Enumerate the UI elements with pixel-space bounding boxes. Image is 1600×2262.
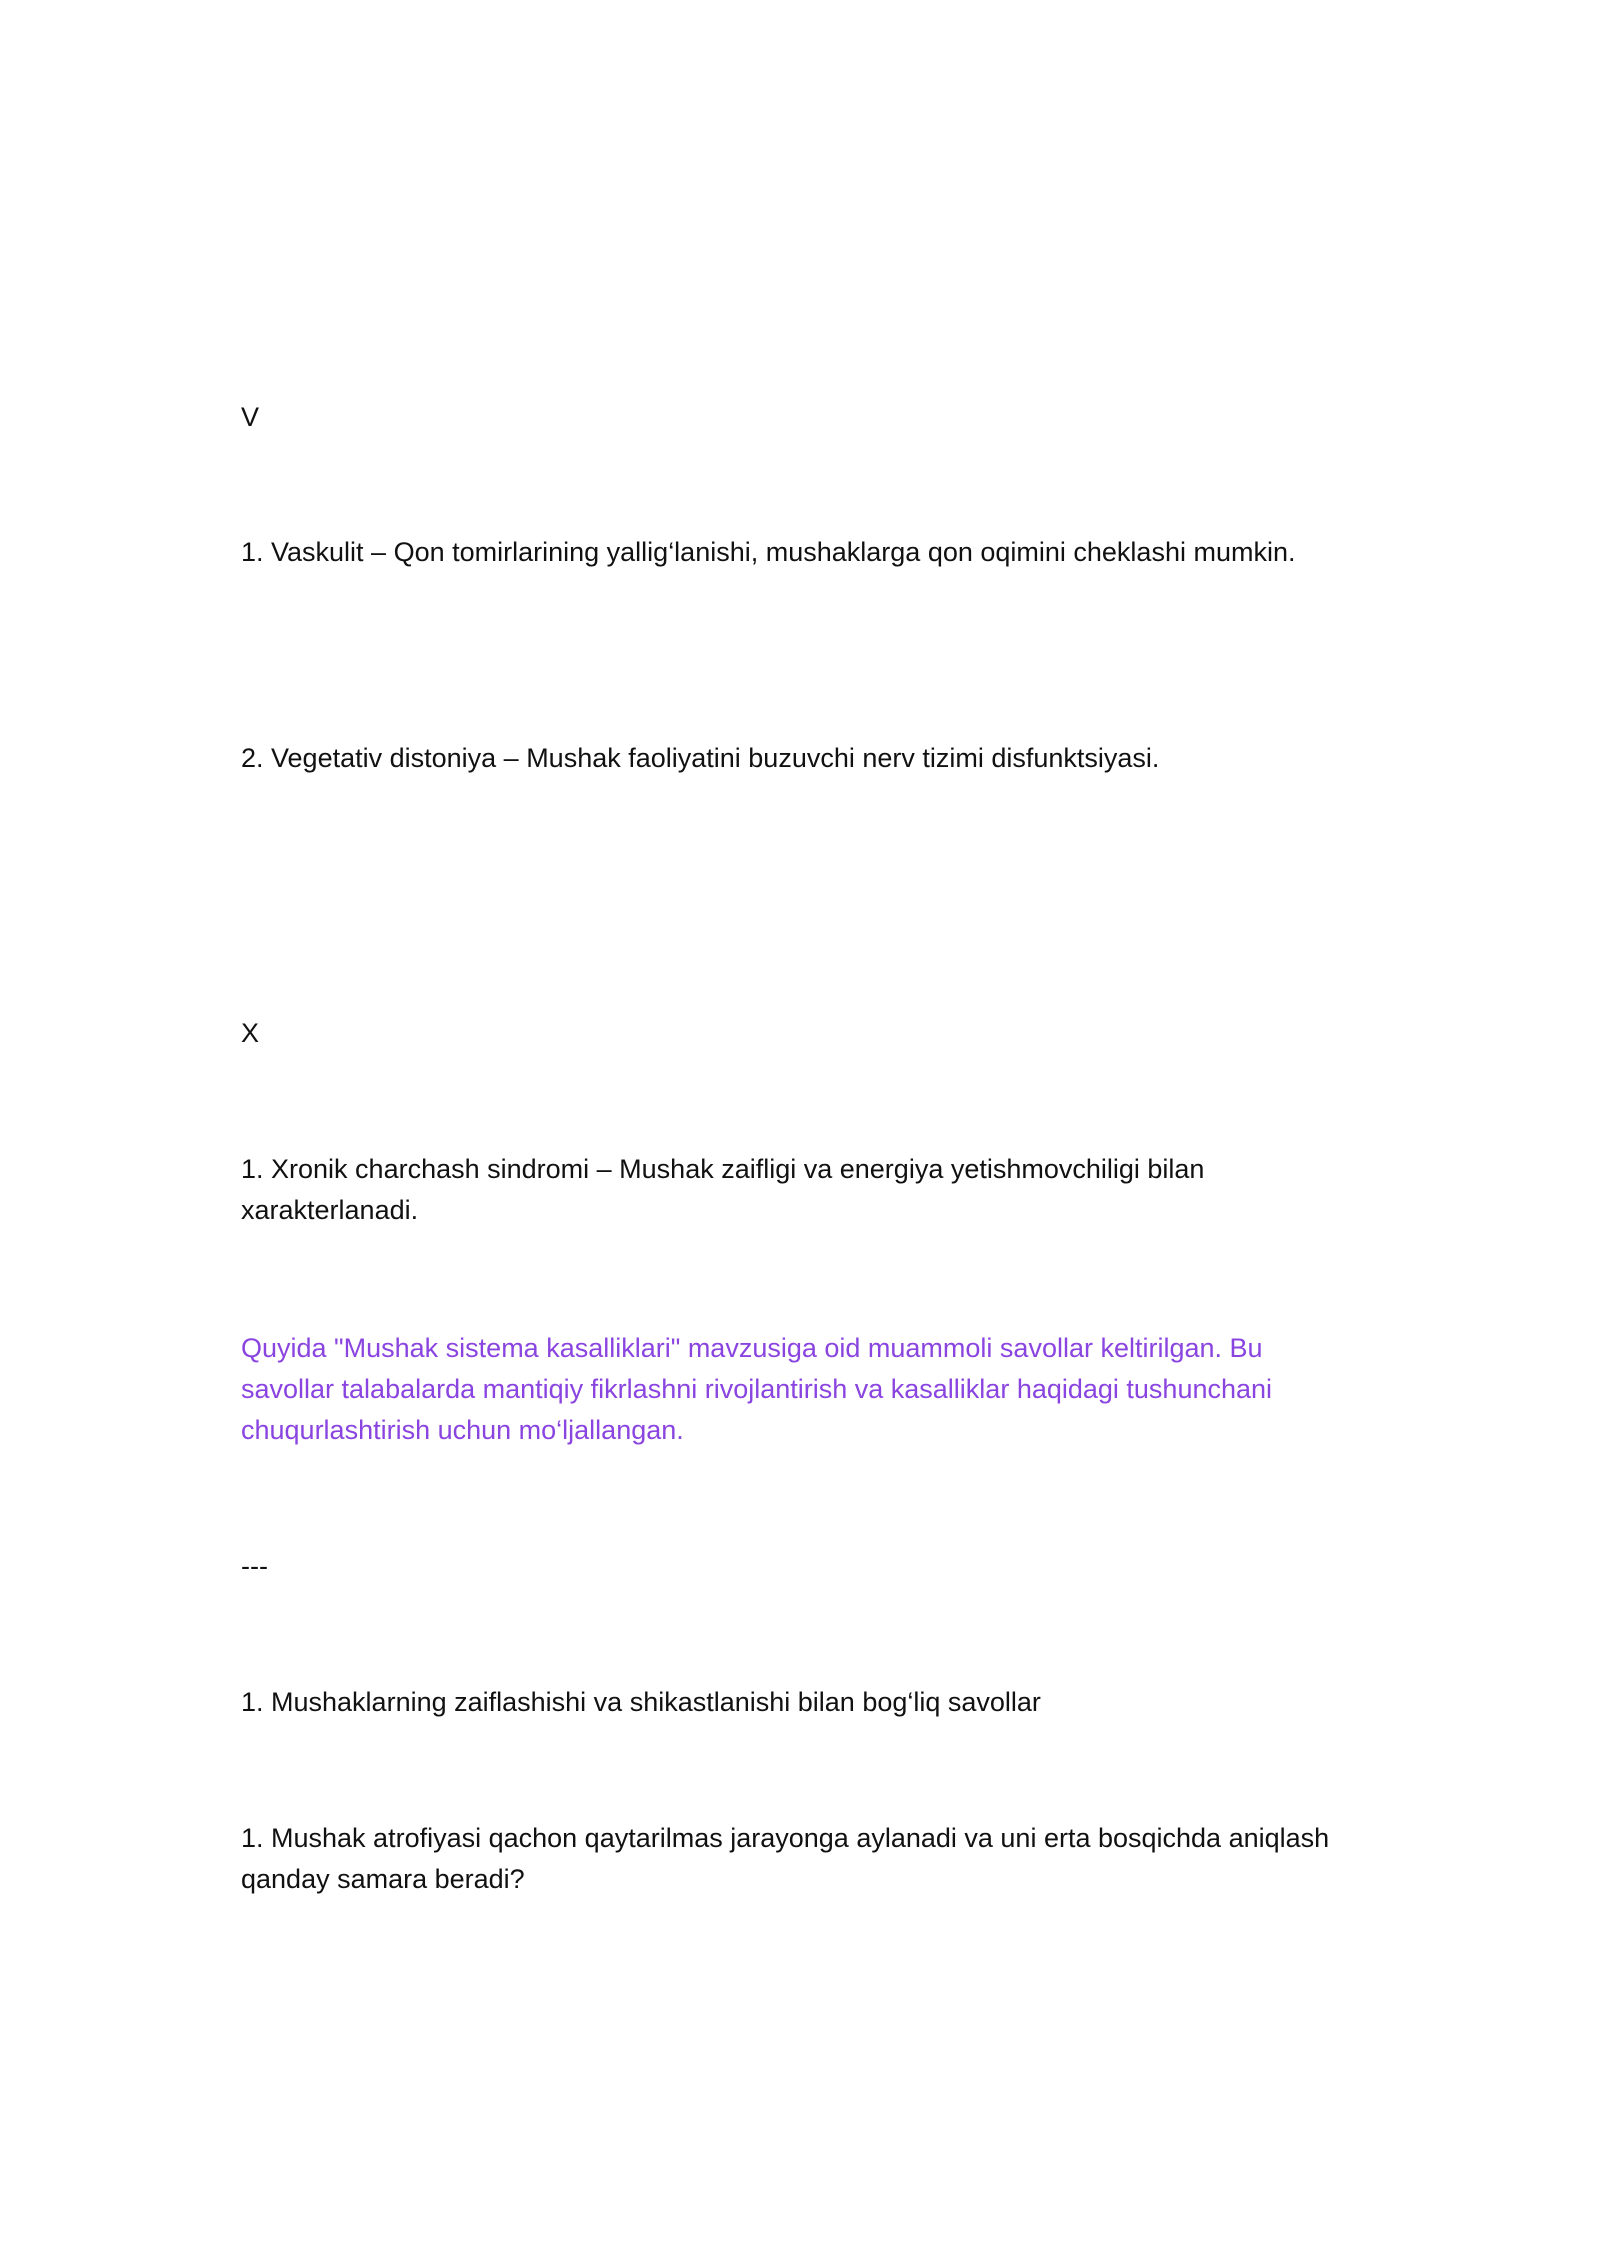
heading-letter-x: X — [241, 1018, 260, 1048]
section-title: 1. Mushaklarning zaiflashishi va shikastlanishi bilan bog‘liq savollar — [241, 1687, 1041, 1717]
question-item: 1. Mushak atrofiyasi qachon qaytarilmas jarayonga aylanadi va uni erta bosqichda aniqlash qanday samara beradi? — [241, 1823, 1330, 1894]
separator-line: --- — [241, 1551, 268, 1581]
list-item-xronik-charchash: 1. Xronik charchash sindromi – Mushak zaifligi va energiya yetishmovchiligi bilan xarakterlanadi. — [241, 1154, 1205, 1225]
list-item-vaskulit: 1. Vaskulit – Qon tomirlarining yallig‘lanishi, mushaklarga qon oqimini cheklashi mumkin. — [241, 537, 1296, 567]
intro-paragraph: Quyida "Mushak sistema kasalliklari" mavzusiga oid muammoli savollar keltirilgan. Bu savollar talabalarda mantiqiy fikrlashni rivojlantirish va kasalliklar haqidagi tushunchani chuqurlashtirish uchun mo‘ljallangan. — [241, 1333, 1273, 1445]
list-item-vegetativ-distoniya: 2. Vegetativ distoniya – Mushak faoliyatini buzuvchi nerv tizimi disfunktsiyasi. — [241, 743, 1160, 773]
heading-letter-v: V — [241, 402, 260, 432]
